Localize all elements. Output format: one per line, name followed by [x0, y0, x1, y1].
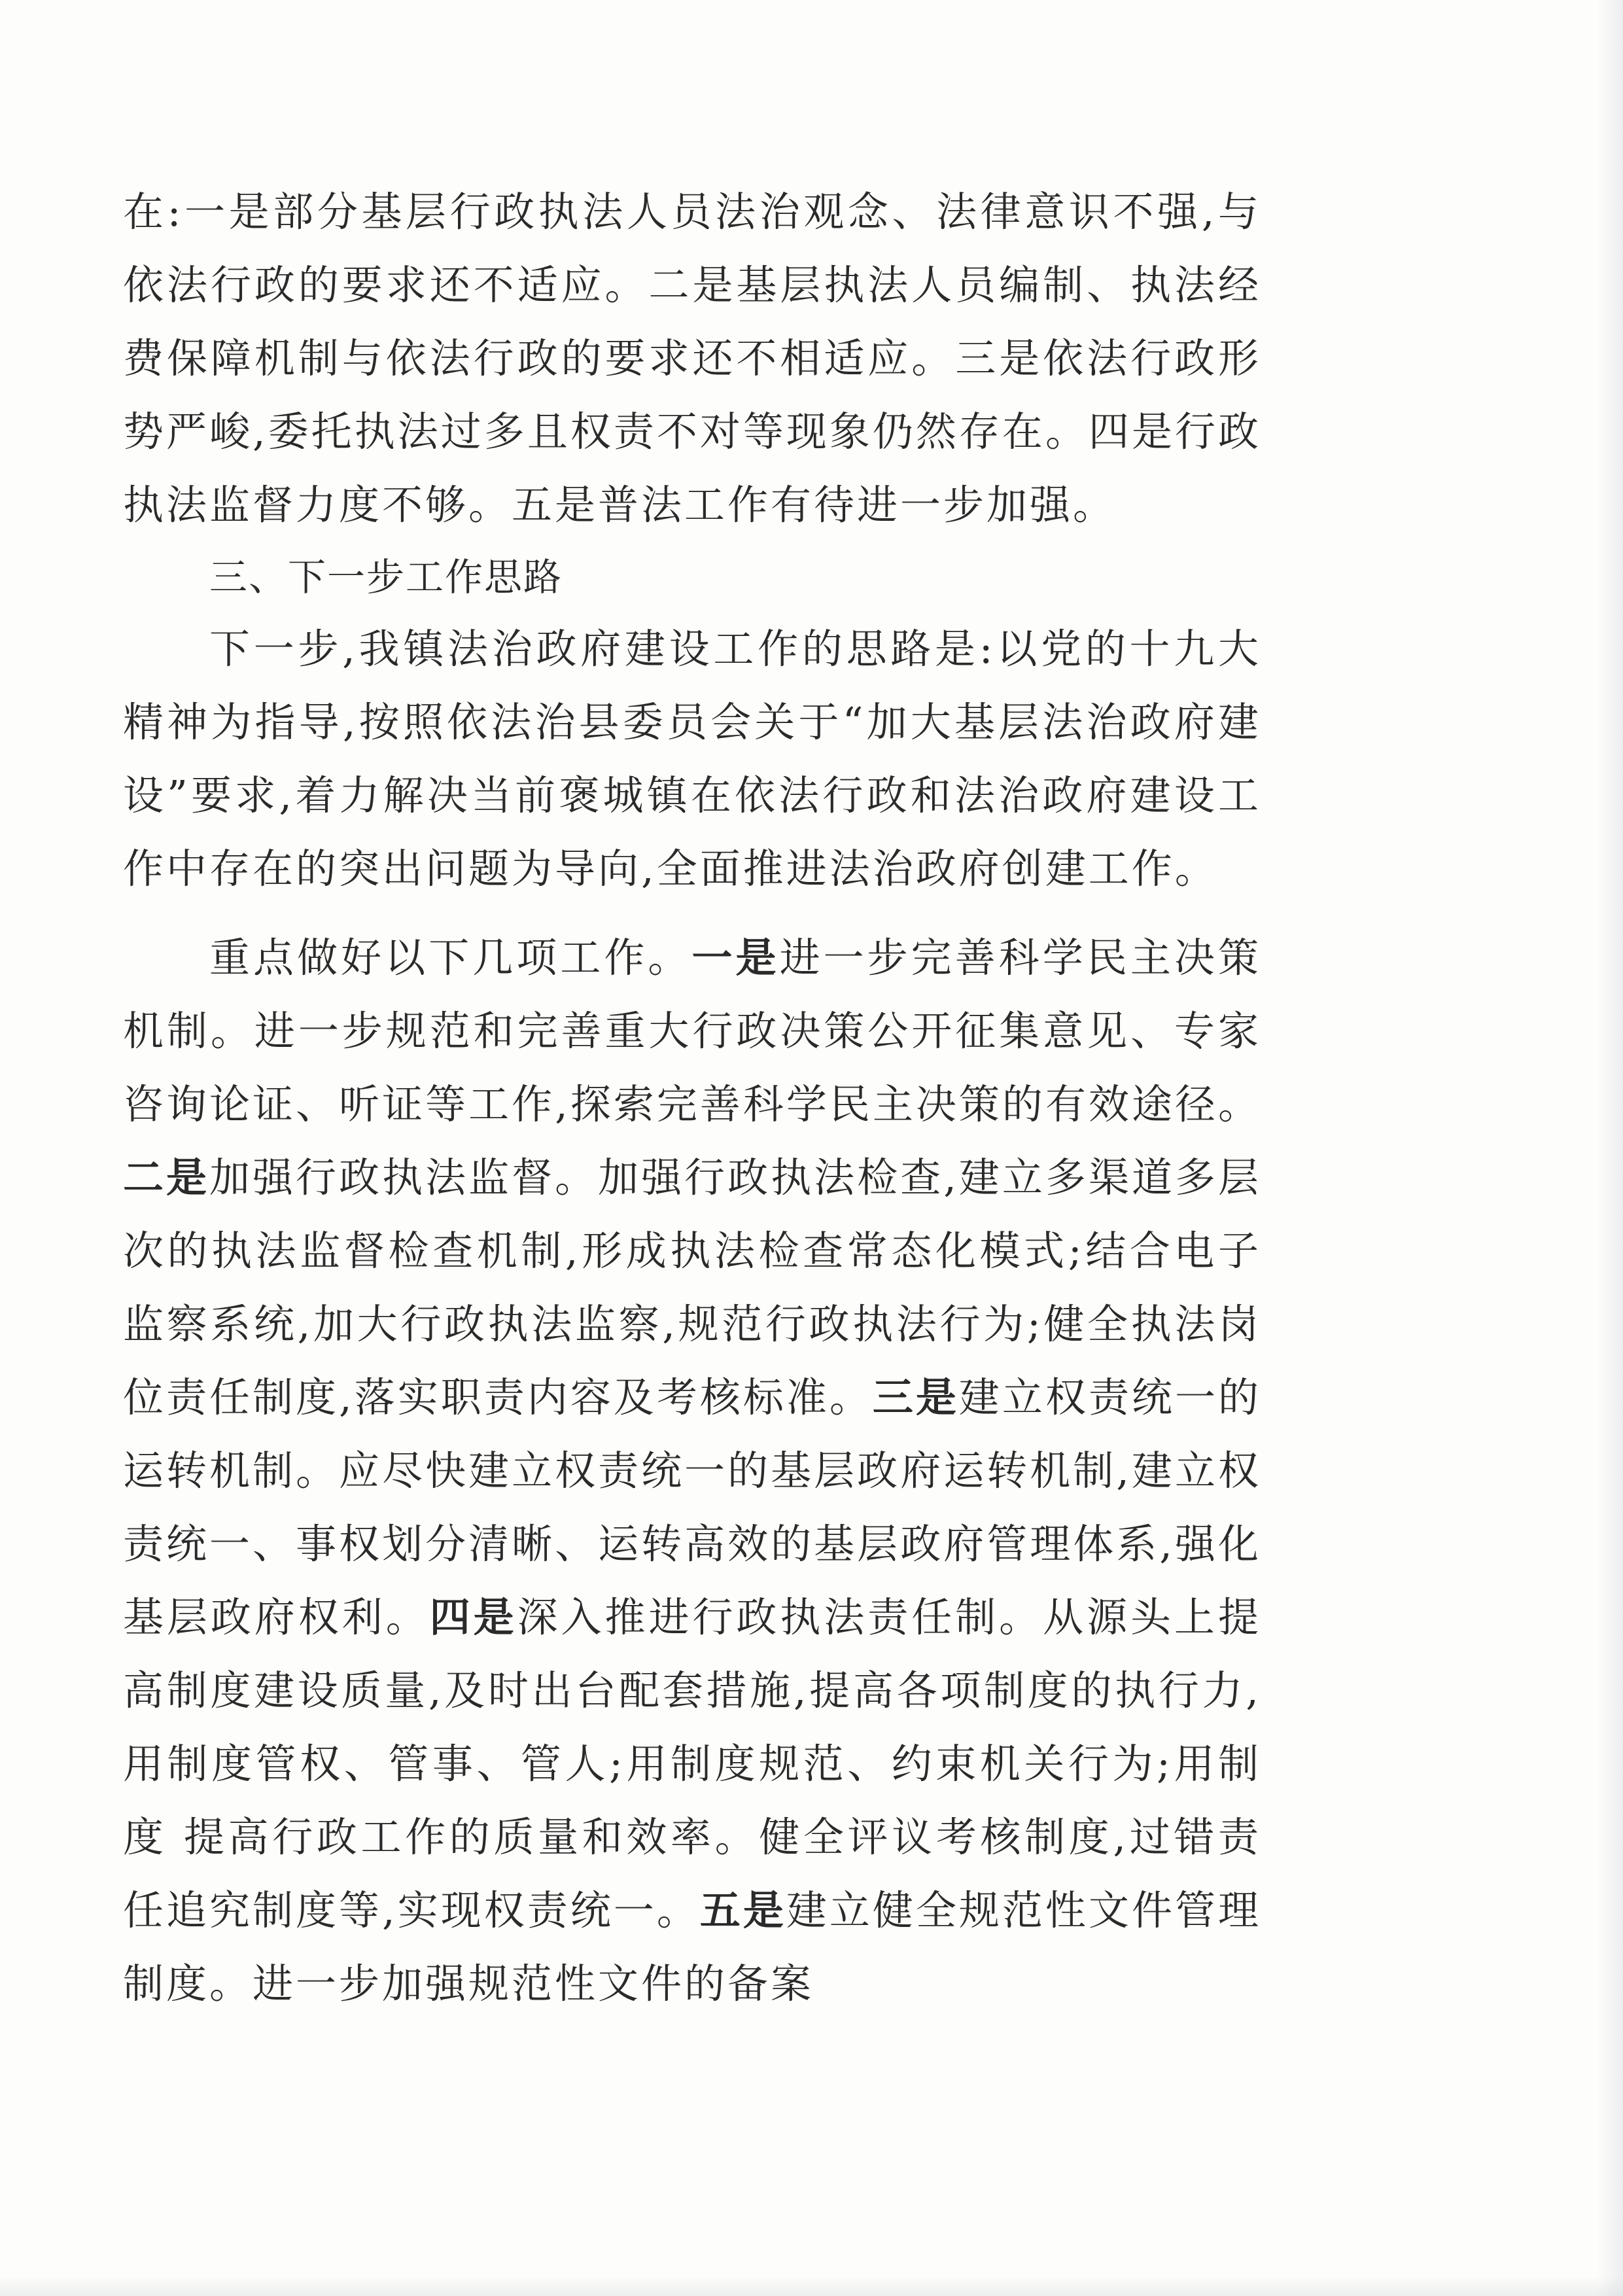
item-five-text: 建立健全规范性文件管理制度。进一步加强规范性文件的备案	[123, 1886, 1261, 2007]
item-four-text: 深入推进行政执法责任制。从源头上提高制度建设质量,及时出台配套措施,提高各项制度的执行力,用制度管权、管事、管人;用制度规范、约束机关行为;用制度 提高行政工作的质量和效率。健全评议考核制度,过错责任追究制度等,实现权责统一。	[123, 1593, 1261, 1934]
item-four-marker: 四是	[429, 1593, 517, 1641]
scan-edge-shadow	[1597, 0, 1623, 2296]
paragraph-approach: 下一步,我镇法治政府建设工作的思路是:以党的十九大精神为指导,按照依法治县委员会关于“加大基层法治政府建设”要求,着力解决当前褒城镇在依法行政和法治政府建设工作中存在的突出问题为导向,全面推进法治政府创建工作。	[123, 625, 1261, 892]
item-two-text: 加强行政执法监督。加强行政执法检查,建立多渠道多层次的执法监督检查机制,形成执法检查常态化模式;结合电子监察系统,加大行政执法监察,规范行政执法行为;健全执法岗位责任制度,落实职责内容及考核标准。	[123, 1154, 1261, 1421]
paragraph-key-tasks	[123, 921, 1261, 2021]
scan-bottom-shadow	[0, 2276, 1623, 2296]
item-three-marker: 三是	[872, 1373, 959, 1421]
section-heading: 三、下一步工作思路	[209, 555, 563, 599]
item-two-marker: 二是	[123, 1154, 210, 1201]
item-one-marker: 一是	[691, 934, 780, 981]
item-one-text: 进一步完善科学民主决策机制。进一步规范和完善重大行政决策公开征集意见、专家咨询论证、听证等工作,探索完善科学民主决策的有效途径。	[123, 934, 1261, 1128]
item-three-text: 建立权责统一的运转机制。应尽快建立权责统一的基层政府运转机制,建立权责统一、事权划分清晰、运转高效的基层政府管理体系,强化基层政府权利。	[123, 1373, 1261, 1641]
item-five-marker: 五是	[699, 1886, 786, 1934]
document-body	[123, 175, 1261, 2021]
key-tasks-intro: 重点做好以下几项工作。	[209, 934, 692, 981]
paragraph-problems: 在:一是部分基层行政执法人员法治观念、法律意识不强,与依法行政的要求还不适应。二是基层执法人员编制、执法经费保障机制与依法行政的要求还不相适应。三是依法行政形势严峻,委托执法过多且权责不对等现象仍然存在。四是行政执法监督力度不够。五是普法工作有待进一步加强。	[123, 188, 1261, 529]
